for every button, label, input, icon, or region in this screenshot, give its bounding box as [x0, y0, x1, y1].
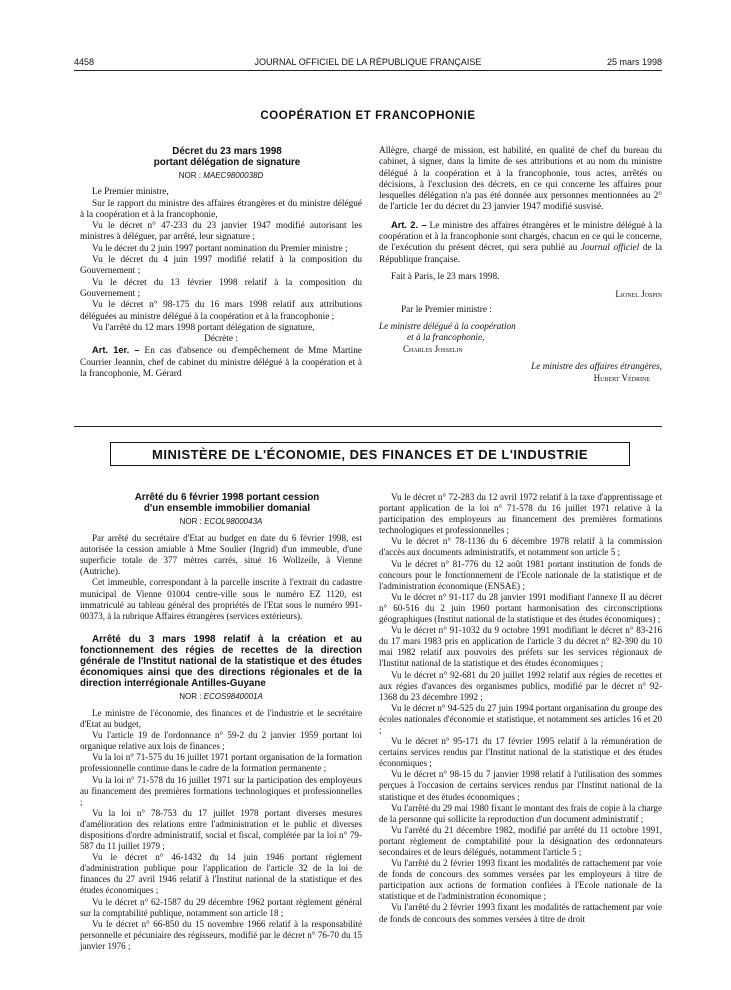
decree-para: Vu le décret n° 98-175 du 16 mars 1998 relatif aux attributions déléguées au ministre délégué à la coopération et à la francophonie ;: [80, 300, 362, 322]
arrete2-para: Vu le décret n° 98-15 du 7 janvier 1998 relatif à l'utilisation des sommes perçues à l'occasion de certains services rendus par l'Institut national de la statistique et des études économiques ;: [379, 769, 662, 802]
signature-delegate: Charles Josselin: [403, 344, 463, 355]
arrete2-title: Arrêté du 3 mars 1998 relatif à la création et au fonctionnement des régies de recettes de la direction générale de l'Institut national de la statistique et des études économiques ainsi que des directions régionales et de la direction interrégionale Antilles-Guyane: [80, 633, 362, 689]
arrete2-para: Vu le décret n° 91-117 du 28 janvier 1991 modifiant l'annexe II au décret n° 60-516 du 2 juin 1960 portant harmonisation des circonscriptions géographiques (Institut national de la statistique et des études économiques) ;: [379, 591, 662, 625]
decree-title-line1: Décret du 23 mars 1998: [172, 146, 282, 157]
arrete2-para: Vu l'arrêté du 29 mai 1980 fixant le montant des frais de copie à la charge de la personne qui sollicite la reproduction d'un document administratif ;: [379, 802, 662, 824]
economy-column-right: [379, 492, 662, 925]
minister-delegate-title: Le ministre délégué à la coopération: [379, 321, 516, 332]
minister-foreign-title: Le ministre des affaires étrangères,: [531, 361, 662, 372]
arrete2-para: Vu l'arrêté du 2 février 1993 fixant les modalités de rattachement par voie de fonds de concours des sommes versées par les employeurs à titre de participation aux actions de formation confiées à l'Ecole nationale de la statistique et de l'administration économique ;: [379, 858, 662, 902]
section-rule: [74, 426, 662, 427]
section-title-economy: MINISTÈRE DE L'ÉCONOMIE, DES FINANCES ET DE L'INDUSTRIE: [110, 442, 630, 466]
arrete2-para: Vu l'arrêté du 2 février 1993 fixant les modalités de rattachement par voie de fonds de concours des sommes versées à titre de droit: [379, 902, 662, 924]
arrete2-para: Vu le décret n° 95-171 du 17 février 1995 relatif à la rémunération de certains services rendus par l'Institut national de la statistique et des études économiques ;: [379, 736, 662, 769]
arrete2-para: Vu le décret n° 46-1432 du 14 juin 1946 portant règlement d'administration publique pour l'application de l'article 32 de la loi de finances du 27 avril 1946 relatif à l'Institut national de la statistique et des études économiques ;: [80, 852, 362, 896]
journal-title: JOURNAL OFFICIEL DE LA RÉPUBLIQUE FRANÇAISE: [254, 57, 482, 67]
arrete2-para: Vu l'arrêté du 21 décembre 1982, modifié par arrêté du 11 octobre 1991, portant règlement de comptabilité pour la désignation des ordonnateurs secondaires et de leurs délégués, notamment l'article 5 ;: [379, 824, 662, 857]
decree-para: Sur le rapport du ministre des affaires étrangères et du ministre délégué à la coopération et à la francophonie,: [80, 198, 362, 220]
arrete2-para: Vu la loi n° 78-753 du 17 juillet 1978 portant diverses mesures d'amélioration des relations entre l'administration et le public et diverses dispositions d'ordre administratif, social et fiscal, complétée par la loi n° 79-587 du 11 juillet 1979 ;: [80, 807, 362, 852]
signature-foreign: Hubert Védrine: [593, 373, 650, 384]
arrete1-title-line2: d'un ensemble immobilier domanial: [143, 503, 311, 514]
arrete1-para: Cet immeuble, correspondant à la parcelle inscrite à l'extrait du cadastre municipal de Vienne 01004 centre-ville sous le numéro EZ 1120, est immatriculé au tableau général des propriétés de l'Etat sous le numéro 991-00373, à la rubrique Affaires étrangères (services extérieurs).: [80, 577, 362, 621]
section-title-cooperation: COOPÉRATION ET FRANCOPHONIE: [260, 110, 476, 122]
arrete2-para: Vu la loi n° 71-575 du 16 juillet 1971 portant organisation de la formation professionnelle continue dans le cadre de la formation permanente ;: [80, 752, 362, 774]
decree-para: Vu l'arrêté du 12 mars 1998 portant délégation de signature,: [92, 322, 315, 333]
economy-column-left: [80, 492, 362, 952]
arrete2-para: Vu l'article 19 de l'ordonnance n° 59-2 du 2 janvier 1959 portant loi organique relative aux lois de finances ;: [80, 730, 362, 752]
arrete1-nor: NOR : ECOL9800043A: [179, 517, 263, 526]
decree-done-at: Fait à Paris, le 23 mars 1998.: [391, 271, 500, 282]
page-number: 4458: [74, 57, 95, 67]
signature-pm: Lionel Jospin: [615, 289, 662, 300]
par-premier-ministre: Par le Premier ministre :: [401, 304, 492, 315]
decree-article-2: Art. 2. – Le ministre des affaires étrangères et le ministre délégué à la coopération et à la francophonie sont chargés, chacun en ce qui le concerne, de l'exécution du présent décret, qui sera publié au Journal officiel de la République française.: [379, 219, 663, 265]
arrete2-para: Vu le décret n° 92-681 du 20 juillet 1992 relatif aux régies de recettes et aux régies d'avances des organismes publics, modifié par le décret n° 92-1368 du 23 décembre 1992 ;: [379, 669, 662, 702]
arrete2-para: Vu le décret n° 78-1136 du 6 décembre 1978 relatif à la commission d'accès aux documents administratifs, et notamment son article 5 ;: [379, 536, 662, 558]
decree-column-left: [80, 146, 362, 380]
arrete1-title-line1: Arrêté du 6 février 1998 portant cession: [134, 492, 320, 503]
header-rule: [74, 70, 662, 71]
decree-column-right: [379, 146, 662, 384]
arrete2-para: Vu le décret n° 94-525 du 27 juin 1994 portant organisation du groupe des écoles nationales d'économie et statistique, et notamment ses articles 16 et 20 ;: [379, 702, 662, 735]
decree-para: Vu le décret du 4 juin 1997 modifié relatif à la composition du Gouvernement ;: [80, 255, 362, 277]
arrete2-para: Vu le décret n° 66-850 du 15 novembre 1966 relatif à la responsabilité personnelle et pécuniaire des régisseurs, modifié par le décret n° 76-70 du 15 janvier 1976 ;: [80, 918, 362, 951]
decree-article-1: Art. 1er. – En cas d'absence ou d'empêchement de Mme Martine Courrier Jeannin, chef de cabinet du ministre délégué à la coopération et à la francophonie, M. Gérard: [80, 345, 362, 380]
arrete2-para: Vu le décret n° 91-1032 du 9 octobre 1991 modifiant le décret n° 83-216 du 17 mars 1983 pris en application de l'article 3 du décret n° 82-390 du 10 mai 1982 relatif aux pouvoirs des préfets sur les services régionaux de l'Institut national de la statistique et des études économiques ;: [379, 625, 662, 669]
arrete2-para: Vu la loi n° 71-578 du 16 juillet 1971 sur la participation des employeurs au financement des premières formations technologiques et professionnelles ;: [80, 774, 362, 807]
decree-article-1-cont: Allègre, chargé de mission, est habilité, en qualité de chef du bureau du cabinet, à signer, dans la limite de ses attributions et au nom du ministre délégué à la coopération et à la francophonie, tous actes, arrêtés ou décisions, à l'exclusion des décrets, en ce qui concerne les affaires pour lesquelles délégation n'a pas été donnée aux personnes mentionnées au 2° de l'article 1er du décret du 23 janvier 1947 modifié susvisé.: [379, 146, 662, 213]
decree-para: Vu le décret n° 47-233 du 23 janvier 1947 modifié autorisant les ministres à déléguer, par arrêté, leur signature ;: [80, 221, 362, 243]
decree-nor: NOR : MAEC9800038D: [178, 171, 264, 180]
decree-para: Vu le décret du 13 février 1998 relatif à la composition du Gouvernement ;: [80, 277, 362, 299]
issue-date: 25 mars 1998: [606, 57, 662, 67]
arrete2-para: Vu le décret n° 62-1587 du 29 décembre 1962 portant règlement général sur la comptabilité publique, notamment son article 18 ;: [80, 896, 362, 918]
arrete2-para: Vu le décret n° 81-776 du 12 août 1981 portant institution de fonds de concours pour le fonctionnement de l'Ecole nationale de la statistique et de l'administration économique (ENSAE) ;: [379, 558, 662, 591]
decree-para: Le Premier ministre,: [92, 187, 169, 198]
minister-delegate-title-2: et à la francophonie,: [407, 333, 485, 344]
decree-title-line2: portant délégation de signature: [153, 157, 301, 168]
arrete2-nor: NOR : ECOS9840001A: [179, 691, 263, 701]
arrete2-para: Vu le décret n° 72-283 du 12 avril 1972 relatif à la taxe d'apprentissage et portant application de la loi n° 71-578 du 16 juillet 1971 relative à la participation des employeurs au financement des premières formations technologiques et professionnelles ;: [379, 492, 662, 536]
arrete2-para: Le ministre de l'économie, des finances et de l'industrie et le secrétaire d'Etat au budget,: [80, 707, 362, 730]
decree-decrete: Décrète :: [204, 334, 238, 345]
decree-para: Vu le décret du 2 juin 1997 portant nomination du Premier ministre ;: [92, 243, 348, 254]
arrete1-para: Par arrêté du secrétaire d'Etat au budget en date du 6 février 1998, est autorisée la cession amiable à Mme Soulier (Ingrid) d'un immeuble, d'une superficie totale de 377 mètres carrés, situé 16 Wollzeile, à Vienne (Autriche).: [80, 533, 362, 577]
